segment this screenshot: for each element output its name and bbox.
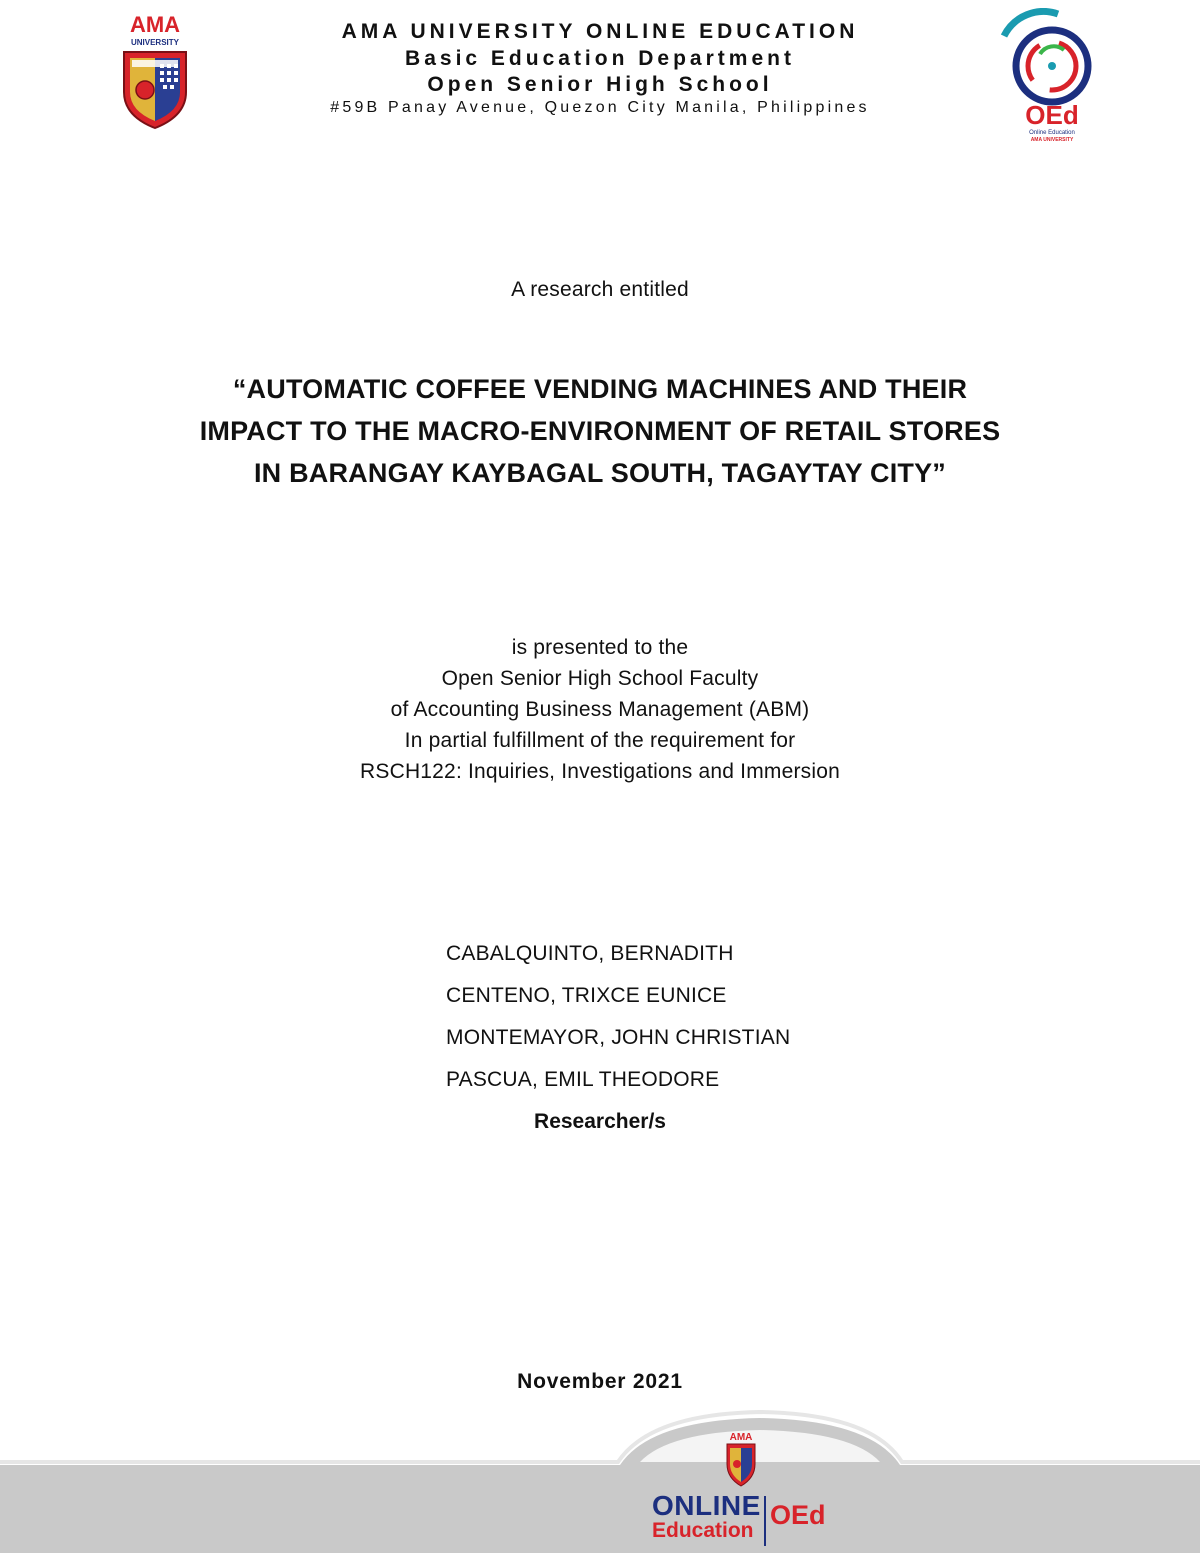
footer-band xyxy=(0,1410,1200,1553)
research-intro: A research entitled xyxy=(511,278,689,301)
logo-left-subtext: UNIVERSITY xyxy=(130,38,180,47)
researcher-list xyxy=(446,938,790,1106)
footer-online-text: ONLINE xyxy=(652,1490,761,1521)
researcher-name: MONTEMAYOR, JOHN CHRISTIAN xyxy=(446,1026,791,1049)
logo-left-text: AMA xyxy=(129,12,181,37)
researcher-name: CABALQUINTO, BERNADITH xyxy=(446,942,734,965)
submission-date: November 2021 xyxy=(517,1370,683,1393)
footer-oed-text: OEd xyxy=(770,1500,826,1530)
researchers-label: Researcher/s xyxy=(534,1110,666,1133)
title-line: “AUTOMATIC COFFEE VENDING MACHINES AND THEIR xyxy=(232,374,968,404)
logo-right-brand: AMA UNIVERSITY xyxy=(1030,137,1074,143)
presented-line: of Accounting Business Management (ABM) xyxy=(390,698,810,721)
presented-line: is presented to the xyxy=(511,636,689,659)
researcher-name: CENTENO, TRIXCE EUNICE xyxy=(446,984,727,1007)
researcher-name: PASCUA, EMIL THEODORE xyxy=(446,1068,720,1091)
research-title xyxy=(80,368,1120,494)
footer-brand xyxy=(652,1492,761,1542)
presented-line: RSCH122: Inquiries, Investigations and Immersion xyxy=(360,760,840,783)
title-line: IN BARANGAY KAYBAGAL SOUTH, TAGAYTAY CITY” xyxy=(253,458,947,488)
footer-separator xyxy=(764,1496,766,1546)
presentation-statement xyxy=(0,632,1200,787)
presented-line: In partial fulfillment of the requirement for xyxy=(404,729,796,752)
oed-logo xyxy=(996,8,1098,144)
footer-shield-icon xyxy=(724,1430,758,1488)
university-name: AMA UNIVERSITY ONLINE EDUCATION xyxy=(341,20,859,43)
logo-right-text: OEd xyxy=(1025,100,1079,130)
school-address: #59B Panay Avenue, Quezon City Manila, Philippines xyxy=(330,99,870,116)
school-name: Open Senior High School xyxy=(427,73,773,96)
presented-line: Open Senior High School Faculty xyxy=(441,667,759,690)
title-line: IMPACT TO THE MACRO-ENVIRONMENT OF RETAIL STORES xyxy=(199,416,1001,446)
svg-text:AMA: AMA xyxy=(729,1432,753,1443)
logo-right-subtext: Online Education xyxy=(1029,130,1075,136)
department-name: Basic Education Department xyxy=(405,47,795,70)
footer-education-text: Education xyxy=(652,1519,754,1542)
